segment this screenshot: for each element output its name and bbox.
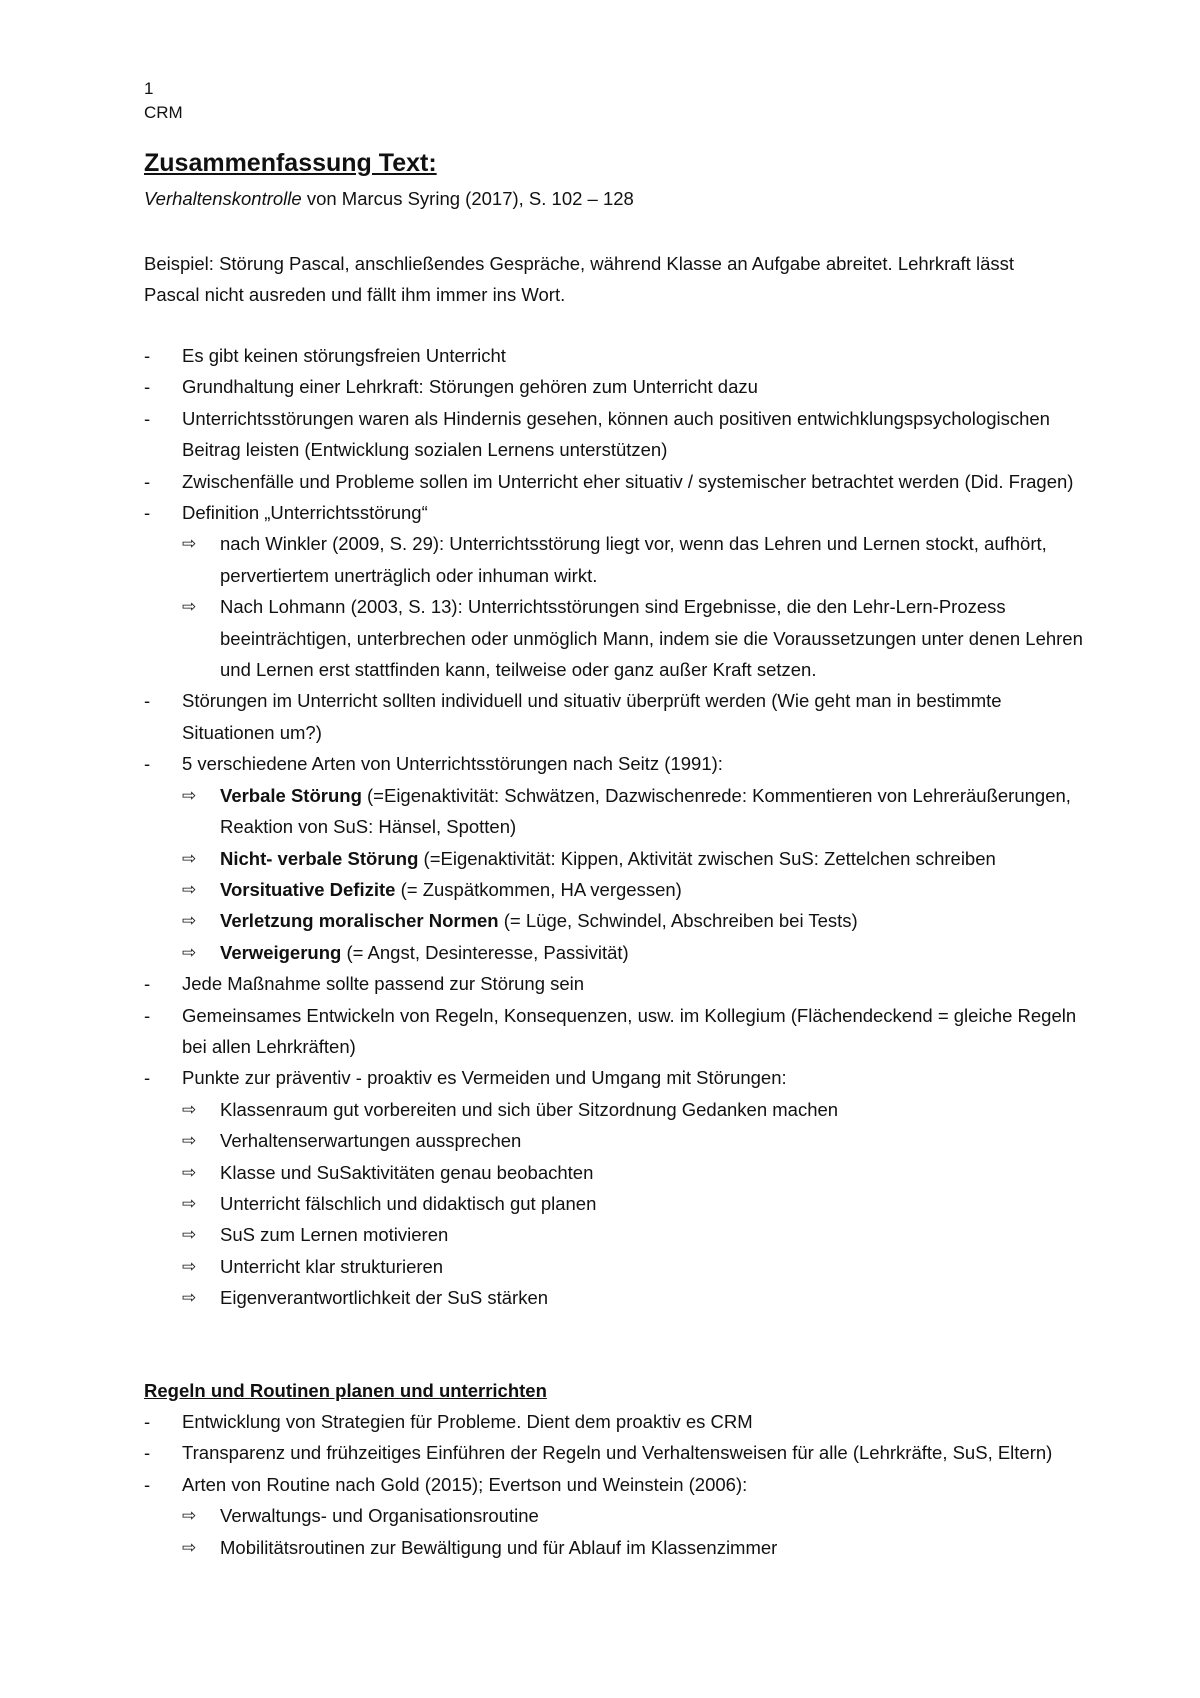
sub-list-item: ⇨ Verhaltenserwartungen aussprechen <box>182 1125 1084 1156</box>
dash-bullet: - <box>144 1004 151 1026</box>
arrow-right-icon: ⇨ <box>182 1099 197 1119</box>
dash-bullet: - <box>144 376 151 398</box>
sub-list-item: ⇨ Eigenverantwortlichkeit der SuS stärken <box>182 1282 1084 1313</box>
arrow-right-icon: ⇨ <box>182 1256 197 1276</box>
document-title: Zusammenfassung Text: <box>144 149 437 177</box>
dash-bullet: - <box>144 470 151 492</box>
list-item: - Störungen im Unterricht sollten individuell und situativ überprüft werden (Wie geht man in bestimmte Situationen um?) <box>144 685 1084 748</box>
dash-bullet: - <box>144 690 151 712</box>
sub-list-item: ⇨ Mobilitätsroutinen zur Bewältigung und für Ablauf im Klassenzimmer <box>182 1532 1084 1563</box>
list-item: - Grundhaltung einer Lehrkraft: Störungen gehören zum Unterricht dazu <box>144 371 1084 402</box>
list-item: - Arten von Routine nach Gold (2015); Evertson und Weinstein (2006): <box>144 1469 1084 1500</box>
arrow-right-icon: ⇨ <box>182 1193 197 1213</box>
praevention-sublist <box>144 1094 1084 1314</box>
page-number: 1 <box>144 79 154 98</box>
subtitle-rest: von Marcus Syring (2017), S. 102 – 128 <box>301 188 634 209</box>
list-item: - 5 verschiedene Arten von Unterrichtsstörungen nach Seitz (1991): <box>144 748 1084 779</box>
dash-bullet: - <box>144 1411 151 1432</box>
arrow-right-icon: ⇨ <box>182 597 197 617</box>
sub-list-item: ⇨ SuS zum Lernen motivieren <box>182 1219 1084 1250</box>
arrow-right-icon: ⇨ <box>182 534 197 554</box>
sub-list-item: ⇨ Verwaltungs- und Organisationsroutine <box>182 1500 1084 1531</box>
sub-list-item: ⇨ Klassenraum gut vorbereiten und sich über Sitzordnung Gedanken machen <box>182 1094 1084 1125</box>
dash-bullet: - <box>144 753 151 775</box>
arrow-right-icon: ⇨ <box>182 1225 197 1245</box>
arrow-right-icon: ⇨ <box>182 1131 197 1151</box>
list-item: - Transparenz und frühzeitiges Einführen der Regeln und Verhaltensweisen für alle (Lehrkräfte, SuS, Eltern) <box>144 1437 1084 1468</box>
dash-bullet: - <box>144 502 151 524</box>
arrow-right-icon: ⇨ <box>182 785 197 805</box>
sub-list-item: ⇨ Unterricht fälschlich und didaktisch gut planen <box>182 1188 1084 1219</box>
list-item: - Jede Maßnahme sollte passend zur Störung sein <box>144 968 1084 999</box>
sub-list-item: ⇨ Vorsituative Defizite (= Zuspätkommen, HA vergessen) <box>182 874 1084 905</box>
intro-paragraph: Beispiel: Störung Pascal, anschließendes Gespräche, während Klasse an Aufgabe abreitet. Lehrkraft lässt Pascal nicht ausreden und fällt ihm immer ins Wort. <box>144 253 1015 305</box>
dash-bullet: - <box>144 407 151 429</box>
dash-bullet: - <box>144 1473 151 1495</box>
header-course: CRM <box>144 103 183 122</box>
list-item: - Definition „Unterrichtsstörung“ <box>144 497 1084 528</box>
list-item: - Punkte zur präventiv - proaktiv es Vermeiden und Umgang mit Störungen: <box>144 1062 1084 1093</box>
definition-sublist <box>144 528 1084 685</box>
section-heading: Regeln und Routinen planen und unterrichten <box>144 1380 547 1401</box>
document-subtitle <box>144 187 634 211</box>
sub-list-item: ⇨ Verbale Störung (=Eigenaktivität: Schwätzen, Dazwischenrede: Kommentieren von Lehreräußerungen, Reaktion von SuS: Hänsel, Spotten) <box>182 780 1084 843</box>
list-item: - Unterrichtsstörungen waren als Hindernis gesehen, können auch positiven entwichklungspsychologischen Beitrag leisten (Entwicklung sozialen Lernens unterstützen) <box>144 403 1084 466</box>
arrow-right-icon: ⇨ <box>182 879 197 899</box>
sub-list-item: ⇨ Nicht- verbale Störung (=Eigenaktivität: Kippen, Aktivität zwischen SuS: Zettelchen schreiben <box>182 843 1084 874</box>
list-item: - Zwischenfälle und Probleme sollen im Unterricht eher situativ / systemischer betrachtet werden (Did. Fragen) <box>144 466 1084 497</box>
dash-bullet: - <box>144 1067 151 1089</box>
arrow-right-icon: ⇨ <box>182 911 197 931</box>
arrow-right-icon: ⇨ <box>182 1506 197 1526</box>
list-item: - Gemeinsames Entwickeln von Regeln, Konsequenzen, usw. im Kollegium (Flächendeckend = gleiche Regeln bei allen Lehrkräften) <box>144 1000 1084 1063</box>
arrow-right-icon: ⇨ <box>182 1537 197 1557</box>
sub-list-item: ⇨ Verweigerung (= Angst, Desinteresse, Passivität) <box>182 937 1084 968</box>
subtitle-italic: Verhaltenskontrolle <box>144 188 302 209</box>
arrow-right-icon: ⇨ <box>182 1162 197 1182</box>
routinen-list <box>144 1406 1084 1563</box>
list-item: - Es gibt keinen störungsfreien Unterricht <box>144 340 1084 371</box>
sub-list-item: ⇨ Unterricht klar strukturieren <box>182 1251 1084 1282</box>
routinen-sublist <box>144 1500 1084 1563</box>
sub-list-item: ⇨ Nach Lohmann (2003, S. 13): Unterrichtsstörungen sind Ergebnisse, die den Lehr-Lern-Prozess beeinträchtigen, unterbrechen oder unmöglich Mann, indem sie die Voraussetzungen unter denen Lehren und Lernen erst stattfinden kann, teilweise oder ganz außer Kraft setzen. <box>182 591 1084 685</box>
dash-bullet: - <box>144 345 151 366</box>
sub-list-item: ⇨ Klasse und SuSaktivitäten genau beobachten <box>182 1157 1084 1188</box>
sub-list-item: ⇨ Verletzung moralischer Normen (= Lüge, Schwindel, Abschreiben bei Tests) <box>182 905 1084 936</box>
dash-bullet: - <box>144 973 151 995</box>
main-list <box>144 340 1084 1314</box>
stoerungsarten-sublist <box>144 780 1084 968</box>
list-item: - Entwicklung von Strategien für Probleme. Dient dem proaktiv es CRM <box>144 1406 1084 1437</box>
arrow-right-icon: ⇨ <box>182 942 197 962</box>
dash-bullet: - <box>144 1442 151 1464</box>
sub-list-item: ⇨ nach Winkler (2009, S. 29): Unterrichtsstörung liegt vor, wenn das Lehren und Lernen stockt, aufhört, pervertiertem unerträglich oder inhuman wirkt. <box>182 528 1084 591</box>
arrow-right-icon: ⇨ <box>182 848 197 868</box>
arrow-right-icon: ⇨ <box>182 1288 197 1308</box>
